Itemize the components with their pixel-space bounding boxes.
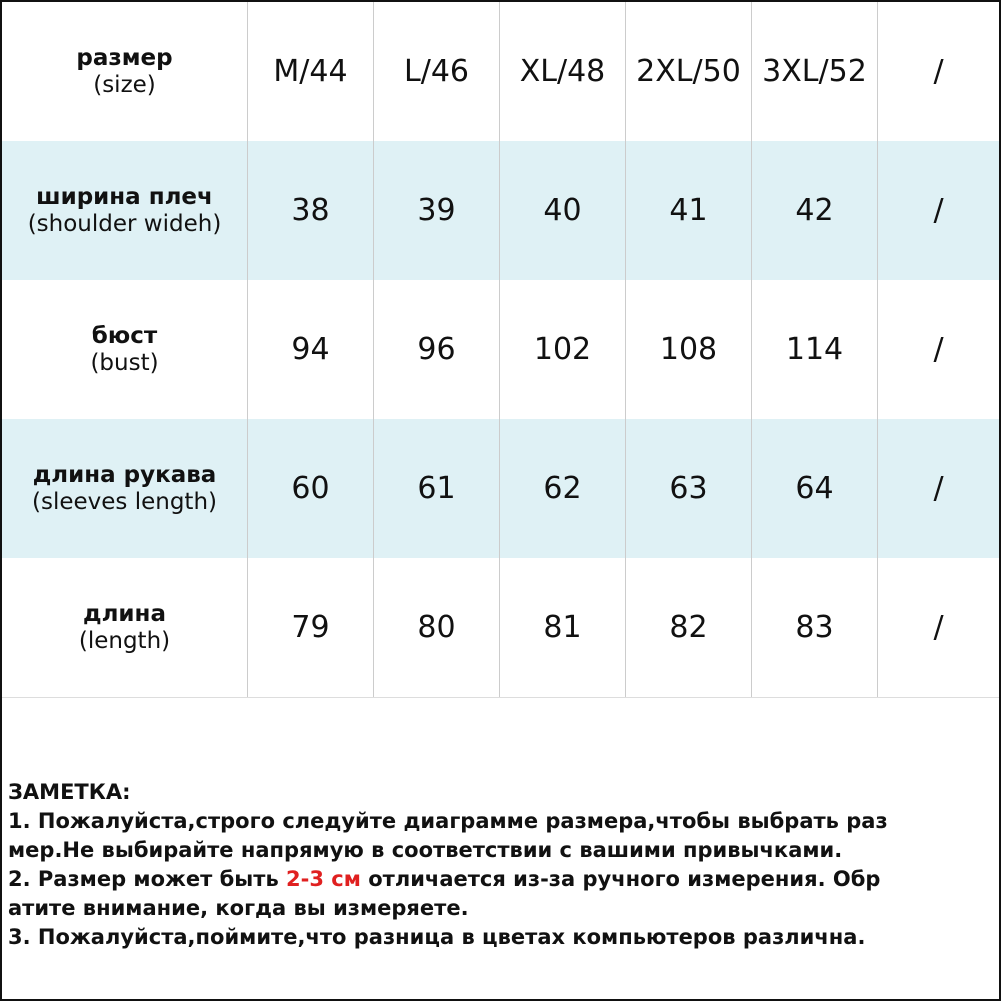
notes-line: 1. Пожалуйста,строго следуйте диаграмме размера,чтобы выбрать раз <box>8 809 888 833</box>
value-cell: 61 <box>374 419 500 558</box>
notes-block <box>8 778 993 952</box>
row-label <box>2 419 248 558</box>
size-header-row <box>2 2 999 141</box>
notes-title: ЗАМЕТКА: <box>8 780 131 804</box>
value-cell: 64 <box>752 419 878 558</box>
value-cell: 102 <box>500 280 626 419</box>
row-label-ru: длина рукава <box>32 462 217 489</box>
value-cell: / <box>933 193 944 228</box>
value-cell: / <box>933 610 944 645</box>
row-label-en: (bust) <box>90 349 159 376</box>
value-cell: 38 <box>248 141 374 280</box>
value-cell: 39 <box>374 141 500 280</box>
row-label-en: (size) <box>93 71 156 98</box>
value-cell: / <box>933 471 944 506</box>
row-label-ru: размер <box>76 45 173 72</box>
notes-line-prefix: 2. Размер может быть <box>8 867 287 891</box>
notes-highlight-range: 2-3 см <box>286 867 361 891</box>
row-label <box>2 141 248 280</box>
notes-line <box>8 865 993 894</box>
size-chart-table <box>2 2 999 697</box>
size-cell: 2XL/50 <box>626 2 752 141</box>
row-label <box>2 2 248 141</box>
size-cell: L/46 <box>374 2 500 141</box>
value-cell: / <box>933 332 944 367</box>
bust-row <box>2 280 999 419</box>
value-cell: 60 <box>248 419 374 558</box>
value-cell: 42 <box>752 141 878 280</box>
value-cell: 62 <box>500 419 626 558</box>
value-cell: 82 <box>626 558 752 697</box>
size-cell: 3XL/52 <box>752 2 878 141</box>
value-cell: 40 <box>500 141 626 280</box>
notes-line: 3. Пожалуйста,поймите,что разница в цветах компьютеров различна. <box>8 925 866 949</box>
value-cell: 79 <box>248 558 374 697</box>
value-cell: 41 <box>626 141 752 280</box>
row-label-ru: длина <box>83 601 166 628</box>
value-cell: 80 <box>374 558 500 697</box>
row-label <box>2 280 248 419</box>
row-label-ru: ширина плеч <box>36 184 213 211</box>
value-cell: 83 <box>752 558 878 697</box>
row-label-en: (length) <box>78 627 171 654</box>
row-label <box>2 558 248 697</box>
value-cell: 96 <box>374 280 500 419</box>
size-cell: XL/48 <box>500 2 626 141</box>
shoulder-width-row <box>2 141 999 280</box>
notes-line: мер.Не выбирайте напрямую в соответствии с вашими привычками. <box>8 838 843 862</box>
notes-line: атите внимание, когда вы измеряете. <box>8 896 469 920</box>
value-cell: 63 <box>626 419 752 558</box>
table-bottom-divider <box>2 697 999 698</box>
notes-line-suffix: отличается из-за ручного измерения. Обр <box>360 867 881 891</box>
length-row <box>2 558 999 697</box>
row-label-en: (shoulder wideh) <box>27 210 222 237</box>
row-label-en: (sleeves length) <box>32 488 217 515</box>
size-cell: M/44 <box>248 2 374 141</box>
size-cell: / <box>933 54 944 89</box>
value-cell: 94 <box>248 280 374 419</box>
row-label-ru: бюст <box>91 323 158 350</box>
value-cell: 114 <box>752 280 878 419</box>
sleeve-length-row <box>2 419 999 558</box>
value-cell: 81 <box>500 558 626 697</box>
value-cell: 108 <box>626 280 752 419</box>
